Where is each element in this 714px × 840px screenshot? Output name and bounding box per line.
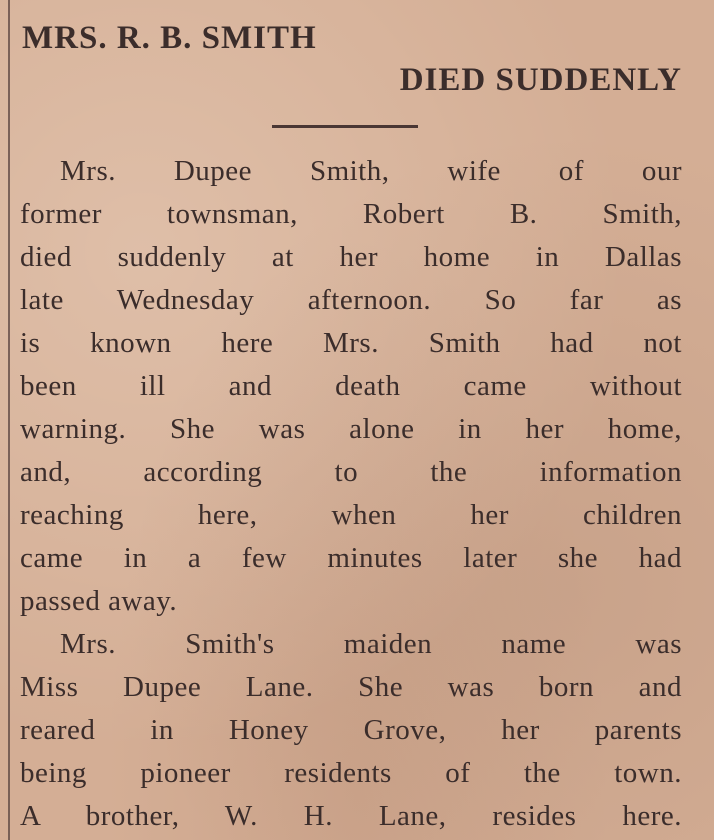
- text-line: came in a few minutes later she had: [20, 542, 682, 574]
- text-line: A brother, W. H. Lane, resides here.: [20, 800, 682, 832]
- text-line: Mrs. Dupee Smith, wife of our: [60, 155, 682, 187]
- headline-divider: [272, 125, 418, 128]
- newspaper-clipping: [20, 0, 682, 840]
- column-rule: [8, 0, 10, 840]
- text-line: Mrs. Smith's maiden name was: [60, 628, 682, 660]
- text-line: warning. She was alone in her home,: [20, 413, 682, 445]
- text-line: Miss Dupee Lane. She was born and: [20, 671, 682, 703]
- text-line: is known here Mrs. Smith had not: [20, 327, 682, 359]
- text-line: been ill and death came without: [20, 370, 682, 402]
- text-line: reaching here, when her children: [20, 499, 682, 531]
- text-line: and, according to the information: [20, 456, 682, 488]
- article-body: [20, 150, 682, 838]
- text-line: passed away.: [20, 585, 178, 617]
- text-line: reared in Honey Grove, her parents: [20, 714, 682, 746]
- text-line: being pioneer residents of the town.: [20, 757, 682, 789]
- text-line: former townsman, Robert B. Smith,: [20, 198, 682, 230]
- headline-line-1: MRS. R. B. SMITH: [22, 20, 317, 56]
- headline-line-2: DIED SUDDENLY: [399, 62, 682, 98]
- text-line: late Wednesday afternoon. So far as: [20, 284, 682, 316]
- text-line: died suddenly at her home in Dallas: [20, 241, 682, 273]
